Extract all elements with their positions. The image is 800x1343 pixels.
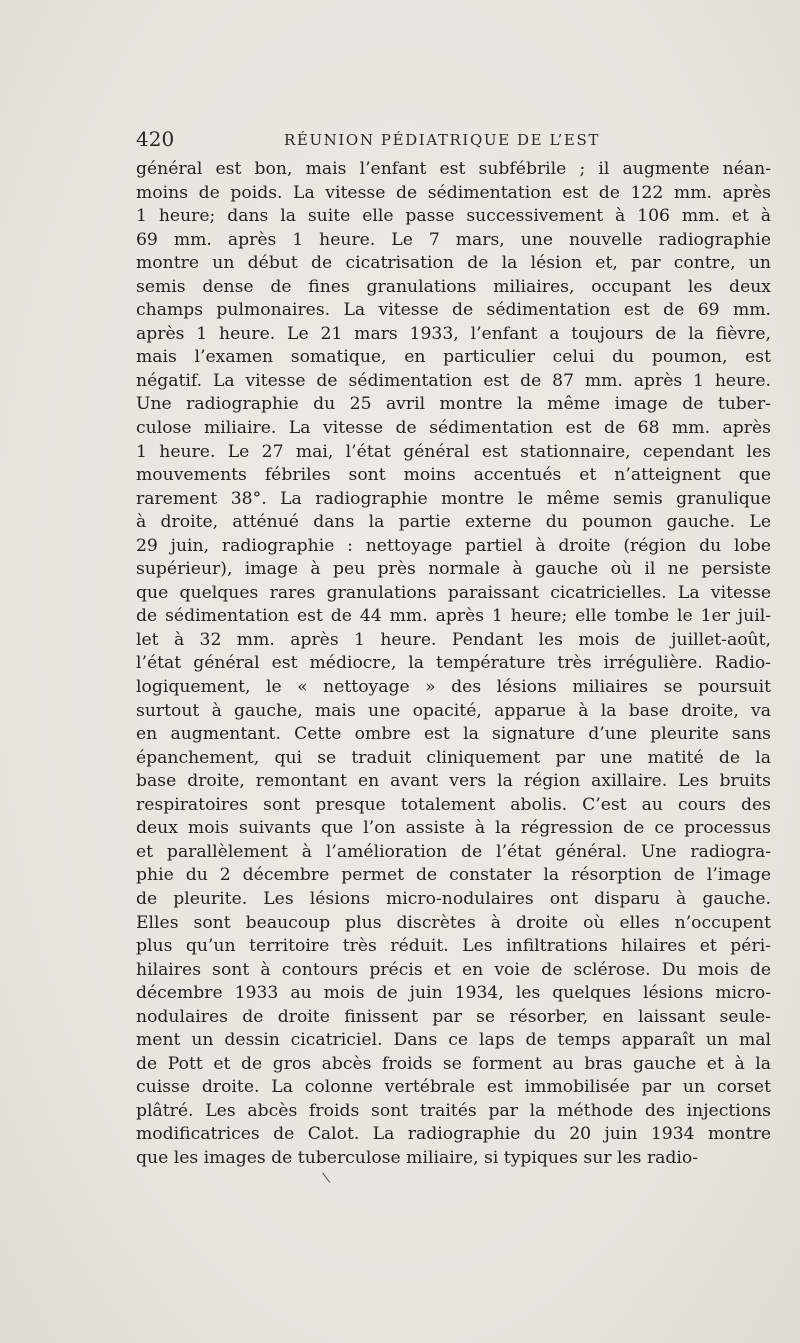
text-line: moins de poids. La vitesse de sédimentation est de 122 mm. après	[136, 182, 771, 203]
text-line: négatif. La vitesse de sédimentation est de 87 mm. après 1 heure.	[136, 370, 771, 391]
page-number: 420	[136, 127, 175, 151]
page-header	[136, 126, 771, 154]
text-line: logiquement, le « nettoyage » des lésions miliaires se poursuit	[136, 677, 771, 698]
text-line: Une radiographie du 25 avril montre la même image de tuber-	[136, 394, 771, 415]
text-line: à droite, atténué dans la partie externe du poumon gauche. Le	[136, 512, 771, 533]
text-line: mouvements fébriles sont moins accentués et n’atteignent que	[136, 465, 771, 486]
text-line: supérieur), image à peu près normale à gauche où il ne persiste	[136, 559, 771, 580]
text-line: général est bon, mais l’enfant est subfébrile ; il augmente néan-	[136, 159, 771, 179]
text-line: de sédimentation est de 44 mm. après 1 heure; elle tombe le 1er juil-	[136, 606, 771, 627]
stray-mark: \	[321, 1169, 332, 1187]
text-line: hilaires sont à contours précis et en voie de sclérose. Du mois de	[136, 959, 771, 980]
text-line: que quelques rares granulations paraissant cicatricielles. La vitesse	[136, 582, 771, 603]
text-line: de pleurite. Les lésions micro-nodulaires ont disparu à gauche.	[136, 888, 771, 909]
text-line: en augmentant. Cette ombre est la signature d’une pleurite sans	[136, 724, 771, 745]
text-line: ment un dessin cicatriciel. Dans ce laps de temps apparaît un mal	[136, 1030, 771, 1051]
text-line: plâtré. Les abcès froids sont traités par la méthode des injections	[136, 1100, 771, 1121]
text-line: respiratoires sont presque totalement abolis. C’est au cours des	[136, 794, 771, 815]
text-line: champs pulmonaires. La vitesse de sédimentation est de 69 mm.	[136, 300, 771, 321]
text-line: décembre 1933 au mois de juin 1934, les quelques lésions micro-	[136, 983, 771, 1004]
text-line: Elles sont beaucoup plus discrètes à droite où elles n’occupent	[136, 912, 771, 933]
text-line: 69 mm. après 1 heure. Le 7 mars, une nouvelle radiographie	[136, 229, 771, 250]
text-line: montre un début de cicatrisation de la lésion et, par contre, un	[136, 253, 771, 274]
text-line: deux mois suivants que l’on assiste à la régression de ce processus	[136, 818, 771, 839]
text-line: cuisse droite. La colonne vertébrale est immobilisée par un corset	[136, 1077, 771, 1098]
text-line: let à 32 mm. après 1 heure. Pendant les mois de juillet-août,	[136, 629, 771, 650]
text-line: nodulaires de droite finissent par se résorber, en laissant seule-	[136, 1006, 771, 1027]
text-line: rarement 38°. La radiographie montre le même semis granulique	[136, 488, 771, 509]
text-line: 29 juin, radiographie : nettoyage partiel à droite (région du lobe	[136, 535, 771, 556]
text-line: et parallèlement à l’amélioration de l’état général. Une radiogra-	[136, 841, 771, 862]
text-line: mais l’examen somatique, en particulier celui du poumon, est	[136, 347, 771, 368]
text-line: semis dense de fines granulations miliaires, occupant les deux	[136, 276, 771, 297]
text-line: culose miliaire. La vitesse de sédimentation est de 68 mm. après	[136, 418, 771, 439]
running-title: RÉUNION PÉDIATRIQUE DE L’EST	[284, 131, 600, 149]
text-line: 1 heure. Le 27 mai, l’état général est stationnaire, cependant les	[136, 441, 771, 462]
text-line: que les images de tuberculose miliaire, si typiques sur les radio-	[136, 1147, 699, 1168]
text-line: après 1 heure. Le 21 mars 1933, l’enfant a toujours de la fièvre,	[136, 323, 771, 344]
body-text	[136, 158, 771, 1171]
text-line: 1 heure; dans la suite elle passe successivement à 106 mm. et à	[136, 206, 771, 227]
text-line: de Pott et de gros abcès froids se forment au bras gauche et à la	[136, 1053, 771, 1074]
text-line: l’état général est médiocre, la température très irrégulière. Radio-	[136, 653, 771, 674]
text-line: surtout à gauche, mais une opacité, apparue à la base droite, va	[136, 700, 771, 721]
text-line: épanchement, qui se traduit cliniquement par une matité de la	[136, 747, 771, 768]
text-line: phie du 2 décembre permet de constater la résorption de l’image	[136, 865, 771, 886]
text-line: modificatrices de Calot. La radiographie du 20 juin 1934 montre	[136, 1124, 771, 1145]
text-line: plus qu’un territoire très réduit. Les infiltrations hilaires et péri-	[136, 936, 771, 957]
text-line: base droite, remontant en avant vers la région axillaire. Les bruits	[136, 771, 771, 792]
